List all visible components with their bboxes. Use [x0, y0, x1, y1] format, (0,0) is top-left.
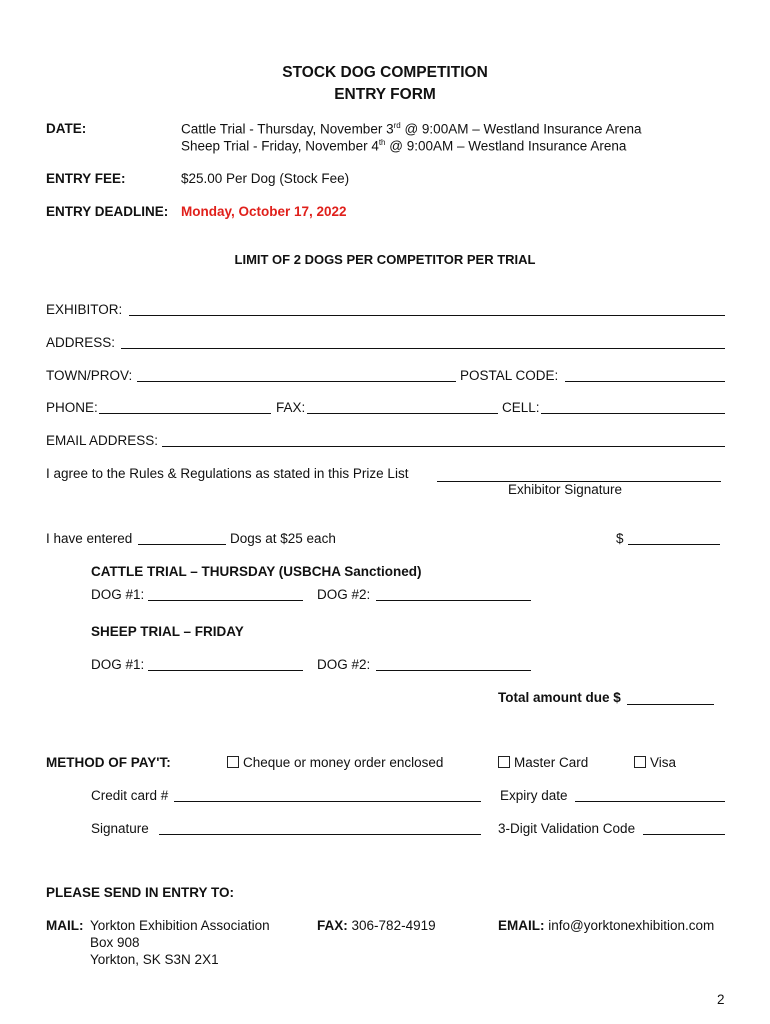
visa-checkbox[interactable] [634, 756, 646, 768]
credit-card-field[interactable] [174, 801, 481, 802]
fax-contact: FAX: 306-782-4919 [317, 918, 436, 933]
exhibitor-label: EXHIBITOR: [46, 302, 123, 317]
mastercard-option[interactable]: Master Card [498, 755, 588, 770]
town-prov-field[interactable] [137, 381, 456, 382]
card-signature-field[interactable] [159, 834, 481, 835]
fax-field[interactable] [307, 413, 498, 414]
visa-option[interactable]: Visa [634, 755, 676, 770]
cattle-dog2-field[interactable] [376, 600, 531, 601]
mail-line-3: Yorkton, SK S3N 2X1 [90, 952, 219, 967]
cattle-dog1-label: DOG #1: [91, 587, 145, 602]
total-amount-field[interactable] [627, 704, 714, 705]
cheque-option[interactable]: Cheque or money order enclosed [227, 755, 443, 770]
deadline-value: Monday, October 17, 2022 [181, 204, 347, 219]
form-title: STOCK DOG COMPETITION [282, 64, 488, 81]
date-label: DATE: [46, 121, 87, 136]
limit-notice: LIMIT OF 2 DOGS PER COMPETITOR PER TRIAL [234, 252, 536, 267]
card-signature-label: Signature [91, 821, 149, 836]
fax-label: FAX: [276, 400, 306, 415]
page-number: 2 [717, 992, 725, 1007]
payment-method-label: METHOD OF PAY'T: [46, 755, 171, 770]
phone-field[interactable] [99, 413, 271, 414]
send-heading: PLEASE SEND IN ENTRY TO: [46, 885, 235, 900]
cattle-trial-date: Cattle Trial - Thursday, November 3rd @ 9:00AM – Westland Insurance Arena [181, 121, 642, 137]
sheep-dog2-field[interactable] [376, 670, 531, 671]
agreement-text: I agree to the Rules & Regulations as stated in this Prize List [46, 466, 409, 481]
mastercard-checkbox[interactable] [498, 756, 510, 768]
cell-field[interactable] [541, 413, 725, 414]
sheep-dog1-label: DOG #1: [91, 657, 145, 672]
email-link[interactable]: info@yorktonexhibition.com [548, 918, 715, 933]
address-field[interactable] [121, 348, 725, 349]
email-contact: EMAIL: info@yorktonexhibition.com [498, 918, 715, 933]
dollar-sign: $ [616, 531, 624, 546]
form-subtitle: ENTRY FORM [334, 86, 436, 103]
cell-label: CELL: [502, 400, 540, 415]
cattle-dog1-field[interactable] [148, 600, 303, 601]
cattle-trial-heading: CATTLE TRIAL – THURSDAY (USBCHA Sanctioned) [91, 564, 422, 579]
phone-label: PHONE: [46, 400, 98, 415]
cheque-checkbox[interactable] [227, 756, 239, 768]
sheep-trial-date: Sheep Trial - Friday, November 4th @ 9:00AM – Westland Insurance Arena [181, 138, 627, 154]
town-prov-label: TOWN/PROV: [46, 368, 133, 383]
entry-amount-field[interactable] [628, 544, 720, 545]
mail-label: MAIL: [46, 918, 84, 933]
validation-code-field[interactable] [643, 834, 725, 835]
address-label: ADDRESS: [46, 335, 116, 350]
credit-card-label: Credit card # [91, 788, 169, 803]
total-label: Total amount due $ [498, 690, 621, 705]
sheep-trial-heading: SHEEP TRIAL – FRIDAY [91, 624, 244, 639]
cattle-dog2-label: DOG #2: [317, 587, 371, 602]
email-label: EMAIL ADDRESS: [46, 433, 159, 448]
entry-fee-label: ENTRY FEE: [46, 171, 126, 186]
sheep-dog1-field[interactable] [148, 670, 303, 671]
mail-line-1: Yorkton Exhibition Association [90, 918, 270, 933]
entered-label: I have entered [46, 531, 133, 546]
postal-code-label: POSTAL CODE: [460, 368, 559, 383]
entry-fee-value: $25.00 Per Dog (Stock Fee) [181, 171, 350, 186]
email-field[interactable] [162, 446, 725, 447]
expiry-field[interactable] [575, 801, 725, 802]
signature-caption: Exhibitor Signature [508, 482, 623, 497]
exhibitor-field[interactable] [129, 315, 725, 316]
validation-code-label: 3-Digit Validation Code [498, 821, 636, 836]
deadline-label: ENTRY DEADLINE: [46, 204, 169, 219]
dog-count-field[interactable] [138, 544, 226, 545]
expiry-label: Expiry date [500, 788, 568, 803]
sheep-dog2-label: DOG #2: [317, 657, 371, 672]
mail-line-2: Box 908 [90, 935, 140, 950]
postal-code-field[interactable] [565, 381, 725, 382]
dogs-fee-label: Dogs at $25 each [230, 531, 336, 546]
